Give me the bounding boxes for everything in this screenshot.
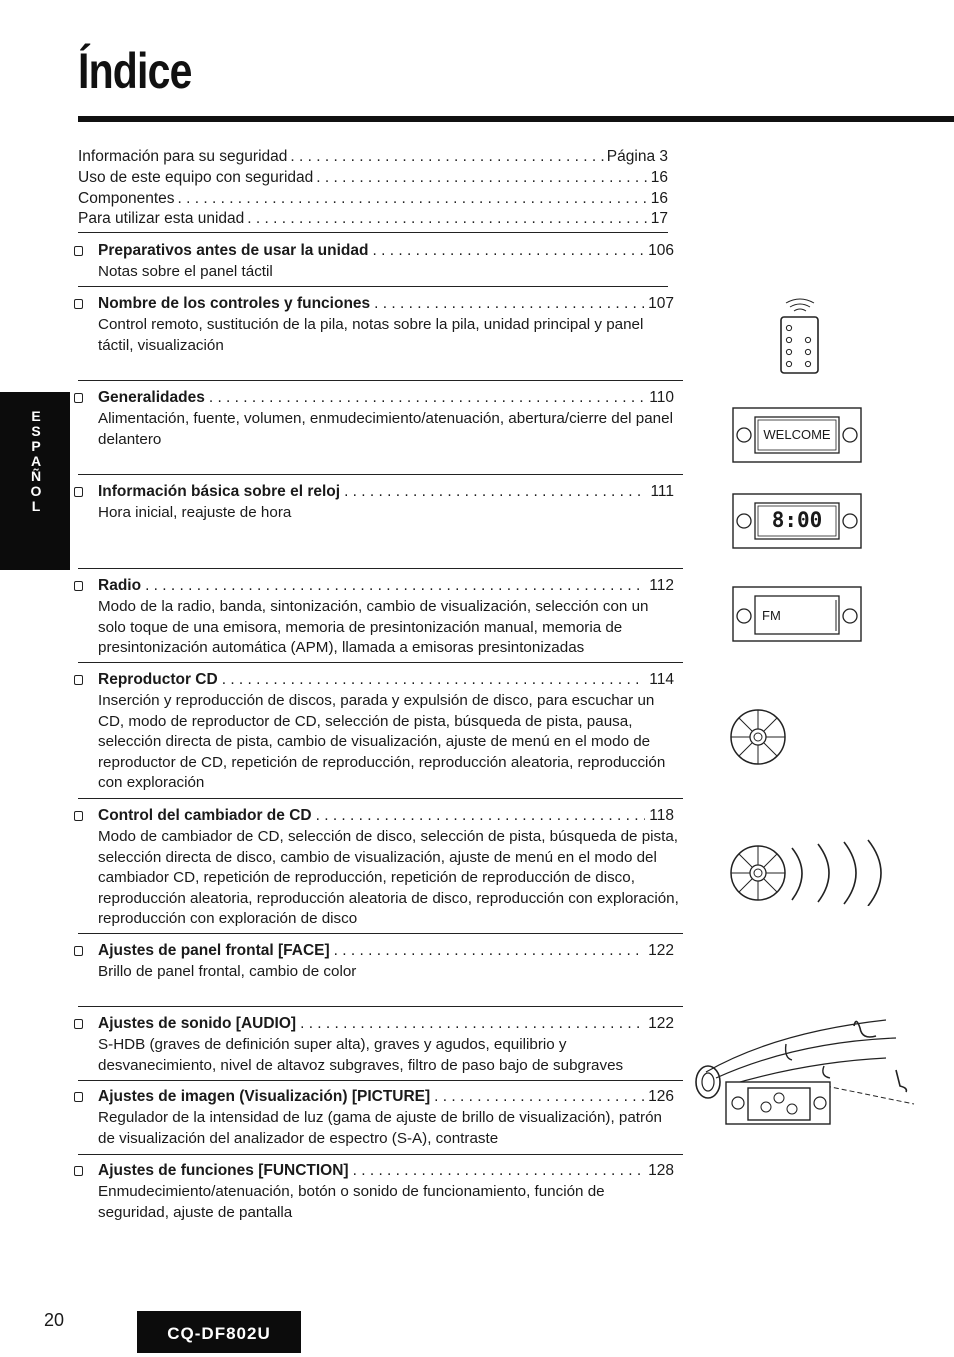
intro-label: Uso de este equipo con seguridad [78, 168, 316, 188]
toc-section[interactable] [74, 575, 674, 659]
intro-page: Página 3 [604, 147, 668, 167]
leader-dots [374, 293, 644, 315]
divider [78, 798, 683, 799]
cd-changer-icon [728, 836, 888, 906]
leader-dots [316, 805, 646, 827]
section-title: Reproductor CD [98, 669, 222, 691]
section-desc: Modo de cambiador de CD, selección de disco, selección de pista, búsqueda de pista, selección directa de disco, cambio de visualización, ajuste de menú en el modo del cambiador CD, repetición de reproducción, repetición de reproducción de disco, reproducción aleatoria, reproducción aleatoria de disco, reproducción con exploración, reproducción con exploración de disco [98, 828, 679, 927]
display-text: 8:00 [771, 508, 823, 532]
checkbox-icon [74, 1019, 83, 1029]
side-tab-letter: A [30, 453, 42, 469]
title-rule [78, 116, 954, 122]
section-page: 118 [645, 805, 674, 827]
divider [78, 232, 668, 233]
toc-section[interactable] [74, 481, 674, 524]
section-page: 126 [644, 1086, 674, 1108]
side-tab-letter: L [31, 498, 41, 514]
toc-section[interactable] [74, 387, 674, 450]
section-page: 112 [645, 575, 674, 597]
divider [78, 380, 683, 381]
section-page: 122 [644, 940, 674, 962]
page-number: 20 [44, 1310, 65, 1330]
toc-section[interactable] [74, 669, 674, 794]
section-title: Generalidades [98, 387, 209, 409]
section-desc: Hora inicial, reajuste de hora [98, 504, 292, 521]
cd-disc-icon [728, 706, 792, 768]
checkbox-icon [74, 811, 83, 821]
intro-row[interactable] [78, 147, 668, 167]
section-desc: Brillo de panel frontal, cambio de color [98, 963, 357, 980]
section-desc: Inserción y reproducción de discos, parada y expulsión de disco, para escuchar un CD, modo de reproductor de CD, selección de pista, búsqueda de pista, pausa, selección directa de pista, cambio de visualización, ajuste de menú en el modo de reproductor de CD, repetición de reproducción, reproducción aleatoria, reproducción con exploración [98, 692, 666, 791]
leader-dots [222, 669, 646, 691]
section-desc: Enmudecimiento/atenuación, botón o sonido de funcionamiento, función de seguridad, ajuste de pantalla [98, 1183, 605, 1221]
divider [78, 286, 668, 287]
toc-section[interactable] [74, 940, 674, 983]
model-badge: CQ-DF802U [137, 1311, 301, 1353]
section-page: 111 [646, 481, 674, 503]
checkbox-icon [74, 581, 83, 591]
section-title: Ajustes de funciones [FUNCTION] [98, 1160, 353, 1182]
section-page: 107 [644, 293, 674, 315]
section-page: 106 [644, 240, 674, 262]
checkbox-icon [74, 246, 83, 256]
leader-dots [373, 240, 645, 262]
leader-dots [353, 1160, 645, 1182]
leader-dots [247, 209, 647, 229]
divider [78, 662, 683, 663]
leader-dots [316, 168, 648, 188]
section-title: Control del cambiador de CD [98, 805, 316, 827]
checkbox-icon [74, 946, 83, 956]
section-page: 114 [645, 669, 674, 691]
section-page: 128 [644, 1160, 674, 1182]
intro-row[interactable] [78, 168, 668, 188]
section-desc: Alimentación, fuente, volumen, enmudecimiento/atenuación, abertura/cierre del panel delantero [98, 410, 673, 448]
section-title: Nombre de los controles y funciones [98, 293, 374, 315]
divider [78, 568, 683, 569]
intro-page: 16 [648, 168, 668, 188]
section-page: 122 [644, 1013, 674, 1035]
side-tab-letter: O [30, 483, 42, 499]
language-side-tab [0, 392, 70, 570]
section-desc: Regulador de la intensidad de luz (gama de ajuste de brillo de visualización), patrón de visualización del analizador de espectro (S-A), contraste [98, 1109, 662, 1147]
checkbox-icon [74, 393, 83, 403]
audio-panel-icon [686, 1012, 918, 1132]
section-title: Ajustes de imagen (Visualización) [PICTURE] [98, 1086, 434, 1108]
intro-row[interactable] [78, 189, 668, 209]
intro-row[interactable] [78, 209, 668, 229]
toc-section[interactable] [74, 805, 679, 930]
display-fm-illustration [732, 586, 862, 642]
toc-section[interactable] [74, 1013, 674, 1076]
display-clock-illustration [732, 493, 862, 549]
intro-label: Para utilizar esta unidad [78, 209, 247, 229]
divider [78, 1154, 683, 1155]
intro-label: Componentes [78, 189, 178, 209]
leader-dots [145, 575, 645, 597]
section-desc: Notas sobre el panel táctil [98, 263, 273, 280]
side-tab-letter: Ñ [30, 468, 42, 484]
checkbox-icon [74, 1092, 83, 1102]
checkbox-icon [74, 487, 83, 497]
section-page: 110 [645, 387, 674, 409]
side-tab-letter: S [31, 423, 41, 439]
checkbox-icon [74, 675, 83, 685]
toc-section[interactable] [74, 293, 674, 356]
section-desc: Modo de la radio, banda, sintonización, cambio de visualización, selección con un solo toque de una emisora, memoria de presintonización manual, memoria de presintonización automática (APM), llamada a emisoras presintonizadas [98, 598, 649, 656]
leader-dots [178, 189, 648, 209]
divider [78, 933, 683, 934]
intro-page: 16 [648, 189, 668, 209]
section-title: Preparativos antes de usar la unidad [98, 240, 373, 262]
leader-dots [344, 481, 646, 503]
intro-label: Información para su seguridad [78, 147, 290, 167]
section-title: Información básica sobre el reloj [98, 481, 344, 503]
toc-section[interactable] [74, 1160, 674, 1223]
display-text: FM [762, 608, 781, 623]
divider [78, 1080, 683, 1081]
divider [78, 1006, 683, 1007]
leader-dots [434, 1086, 644, 1108]
leader-dots [300, 1013, 644, 1035]
divider [78, 474, 683, 475]
leader-dots [209, 387, 645, 409]
intro-page: 17 [648, 209, 668, 229]
leader-dots [290, 147, 603, 167]
checkbox-icon [74, 299, 83, 309]
checkbox-icon [74, 1166, 83, 1176]
section-title: Radio [98, 575, 145, 597]
section-title: Ajustes de panel frontal [FACE] [98, 940, 334, 962]
display-welcome-illustration [732, 407, 862, 463]
section-desc: Control remoto, sustitución de la pila, notas sobre la pila, unidad principal y panel táctil, visualización [98, 316, 644, 354]
display-text: WELCOME [763, 427, 831, 442]
side-tab-letter: E [31, 408, 41, 424]
remote-control-icon [770, 295, 830, 377]
section-title: Ajustes de sonido [AUDIO] [98, 1013, 300, 1035]
page-title: Índice [78, 43, 192, 99]
section-desc: S-HDB (graves de definición super alta), graves y agudos, equilibrio y desvanecimiento, nivel de altavoz subgraves, filtro de paso bajo de subgraves [98, 1036, 624, 1074]
toc-section[interactable] [74, 1086, 674, 1149]
toc-section[interactable] [74, 240, 674, 283]
side-tab-letter: P [31, 438, 41, 454]
leader-dots [334, 940, 644, 962]
